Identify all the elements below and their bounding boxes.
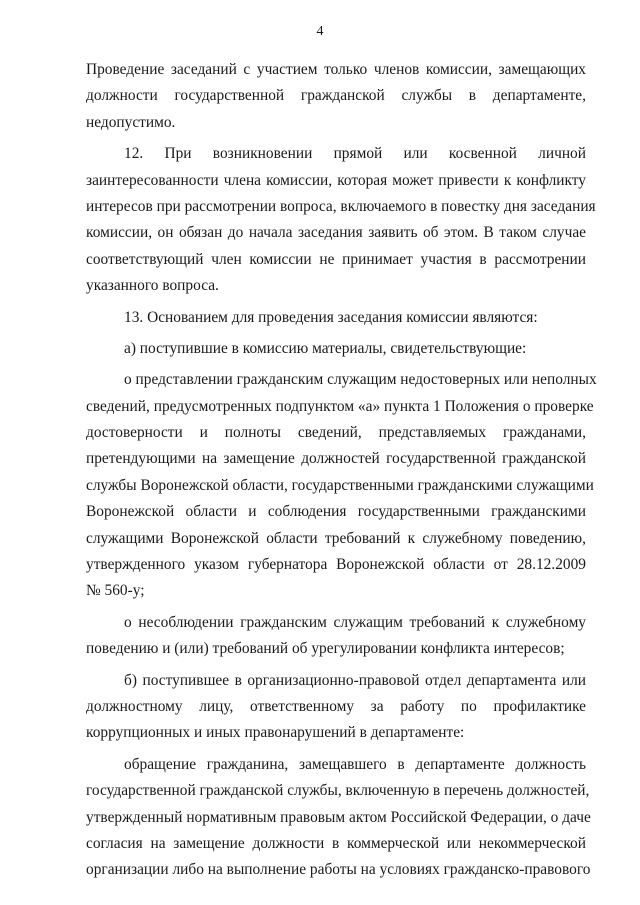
text-line: претендующими на замещение должностей государственной гражданской xyxy=(86,450,586,468)
text-line: служащими Воронежской области требований к служебному поведению, xyxy=(86,529,586,547)
text-line: о несоблюдении гражданским служащим требований к служебному xyxy=(124,613,586,631)
document-body xyxy=(86,57,597,884)
text-line: 12. При возникновении прямой или косвенной личной xyxy=(124,145,586,163)
text-line: должности государственной гражданской службы в департаменте, xyxy=(86,87,586,105)
text-line: комиссии, он обязан до начала заседания заявить об этом. В таком случае xyxy=(86,224,586,242)
text-line: утвержденный нормативным правовым актом Российской Федерации, о даче xyxy=(86,808,591,826)
text-line: интересов при рассмотрении вопроса, включаемого в повестку дня заседания xyxy=(86,197,596,215)
text-line: согласия на замещение должности в коммерческой или некоммерческой xyxy=(86,834,586,852)
text-line: службы Воронежской области, государственными гражданскими служащими xyxy=(86,476,594,494)
text-line: Воронежской области и соблюдения государственными гражданскими xyxy=(86,503,586,521)
text-line: должностному лицу, ответственному за работу по профилактике xyxy=(86,697,586,715)
text-line: о представлении гражданским служащим недостоверных или неполных xyxy=(124,371,597,389)
text-line: недопустимо. xyxy=(86,113,176,131)
text-line: обращение гражданина, замещавшего в департаменте должность xyxy=(124,755,586,773)
text-line: организации либо на выполнение работы на условиях гражданско-правового xyxy=(86,861,591,879)
text-line: Проведение заседаний с участием только членов комиссии, замещающих xyxy=(86,61,586,78)
text-line: указанного вопроса. xyxy=(86,277,219,295)
text-line: сведений, предусмотренных подпунктом «а» пункта 1 Положения о проверке xyxy=(86,397,594,415)
page-number: 4 xyxy=(316,24,324,39)
text-line: заинтересованности члена комиссии, которая может привести к конфликту xyxy=(86,171,586,189)
text-line: б) поступившее в организационно-правовой отдел департамента или xyxy=(124,671,586,689)
text-line: соответствующий член комиссии не принимает участия в рассмотрении xyxy=(86,250,586,268)
text-line: № 560-у; xyxy=(86,582,145,600)
text-line: достоверности и полноты сведений, представляемых гражданами, xyxy=(86,424,586,442)
text-line: государственной гражданской службы, включенную в перечень должностей, xyxy=(86,782,590,800)
text-line: а) поступившие в комиссию материалы, свидетельствующие: xyxy=(124,339,527,357)
text-line: утвержденного указом губернатора Воронежской области от 28.12.2009 xyxy=(86,556,586,574)
text-line: 13. Основанием для проведения заседания комиссии являются: xyxy=(124,308,538,326)
text-line: коррупционных и иных правонарушений в департаменте: xyxy=(86,724,465,742)
text-line: поведению и (или) требований об урегулировании конфликта интересов; xyxy=(86,640,565,658)
